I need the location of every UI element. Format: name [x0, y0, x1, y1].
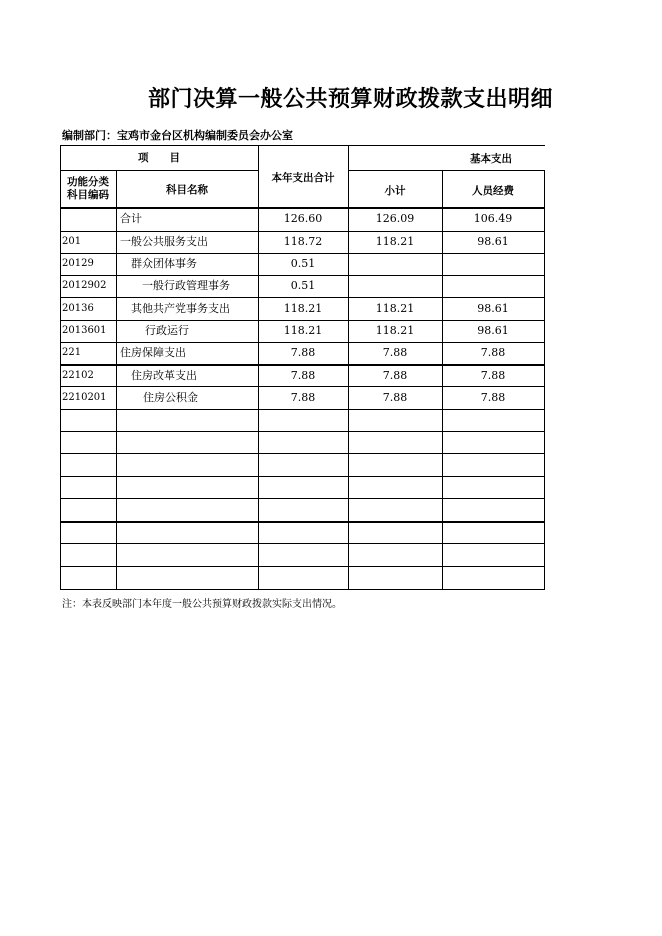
row-line [60, 476, 545, 477]
table-border-bottom [60, 589, 545, 590]
row-code: 221 [62, 347, 82, 358]
row-personnel: 98.61 [477, 324, 509, 337]
row-line [60, 409, 545, 410]
row-code: 2210201 [62, 392, 107, 403]
row-line [60, 498, 545, 499]
row-code: 2012902 [62, 280, 107, 291]
row-total: 7.88 [290, 346, 316, 359]
row-total: 126.60 [283, 212, 323, 225]
header-func-code-line2: 科目编码 [67, 189, 109, 201]
row-line [60, 543, 545, 544]
header-func-code-line1: 功能分类 [67, 176, 109, 188]
header-divider [60, 170, 259, 171]
page-title: 部门决算一般公共预算财政拨款支出明细 [148, 87, 554, 112]
expenditure-table [60, 145, 545, 590]
header-func-code [60, 176, 116, 202]
department-label: 编制部门：宝鸡市金台区机构编制委员会办公室 [62, 129, 293, 142]
row-code: 201 [62, 236, 82, 247]
header-subtotal: 小计 [384, 185, 406, 197]
header-year-total: 本年支出合计 [271, 172, 335, 184]
row-personnel: 98.61 [477, 235, 509, 248]
row-subtotal: 7.88 [382, 346, 408, 359]
row-name: 一般公共服务支出 [120, 235, 208, 248]
footnote: 注：本表反映部门本年度一般公共预算财政拨款实际支出情况。 [62, 599, 342, 610]
row-name: 住房公积金 [143, 391, 198, 404]
header-divider [348, 170, 545, 171]
row-name: 其他共产党事务支出 [131, 302, 230, 315]
row-total: 118.72 [283, 235, 323, 248]
row-name: 行政运行 [145, 324, 189, 337]
table-border-top [60, 145, 545, 146]
row-total: 0.51 [290, 279, 316, 292]
row-code: 2013601 [62, 325, 107, 336]
row-total: 118.21 [283, 324, 323, 337]
column-line [116, 170, 117, 590]
header-project: 项 目 [138, 152, 180, 164]
row-line [60, 453, 545, 454]
row-total: 7.88 [290, 391, 316, 404]
row-name: 群众团体事务 [131, 257, 197, 270]
row-total: 0.51 [290, 257, 316, 270]
row-line [60, 431, 545, 432]
row-code: 22102 [62, 370, 94, 381]
row-subtotal: 7.88 [382, 391, 408, 404]
row-personnel: 7.88 [480, 346, 506, 359]
header-basic: 基本支出 [470, 153, 512, 165]
table-border-left [60, 145, 61, 590]
row-line [60, 566, 545, 567]
row-personnel: 98.61 [477, 302, 509, 315]
header-personnel: 人员经费 [472, 185, 514, 197]
row-name: 一般行政管理事务 [142, 279, 230, 292]
row-subtotal: 126.09 [375, 212, 415, 225]
table-border-right [544, 170, 545, 590]
row-name: 合计 [120, 212, 142, 225]
row-subtotal: 7.88 [382, 369, 408, 382]
header-subject-name: 科目名称 [166, 184, 208, 196]
row-personnel: 106.49 [473, 212, 513, 225]
row-subtotal: 118.21 [375, 302, 415, 315]
row-code: 20129 [62, 258, 94, 269]
row-name: 住房改革支出 [131, 369, 197, 382]
row-total: 118.21 [283, 302, 323, 315]
row-total: 7.88 [290, 369, 316, 382]
row-subtotal: 118.21 [375, 324, 415, 337]
row-subtotal: 118.21 [375, 235, 415, 248]
row-line [60, 521, 545, 523]
row-name: 住房保障支出 [120, 346, 186, 359]
row-personnel: 7.88 [480, 391, 506, 404]
row-personnel: 7.88 [480, 369, 506, 382]
row-code: 20136 [62, 303, 94, 314]
